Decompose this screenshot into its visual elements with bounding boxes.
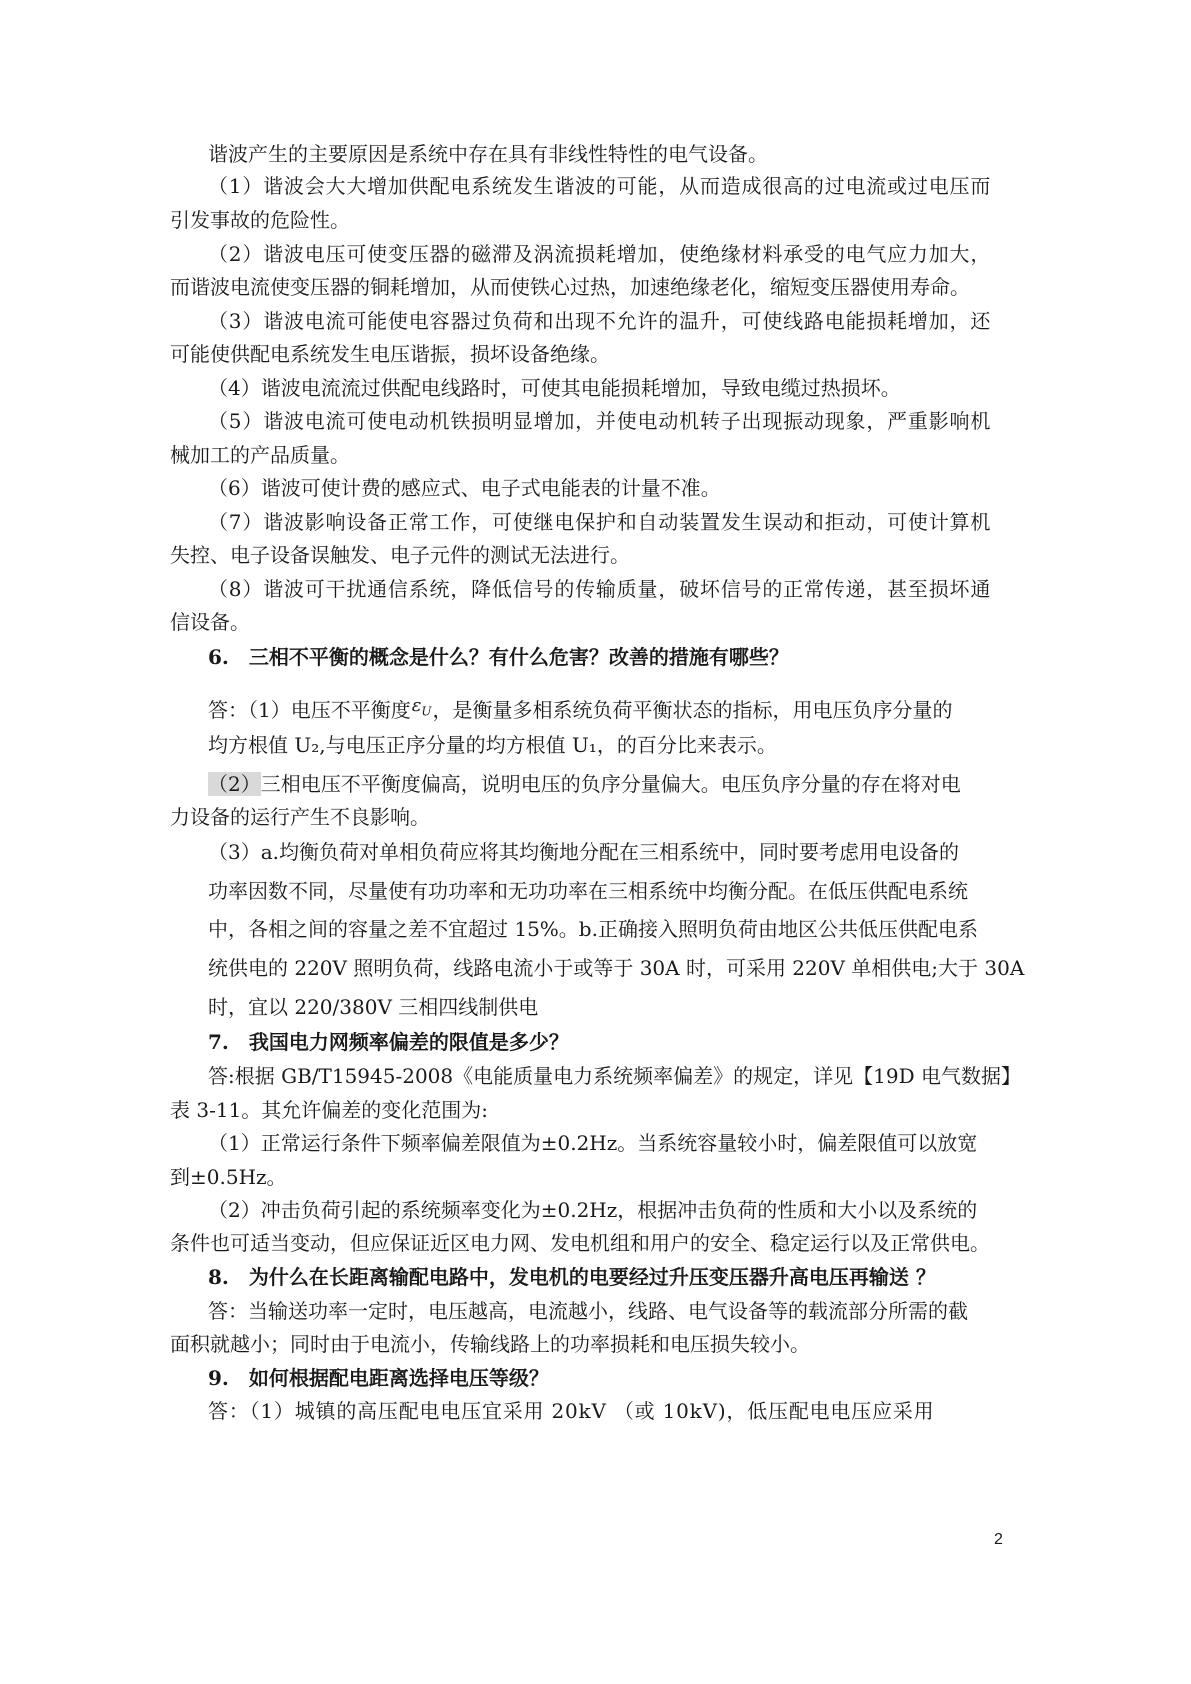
answer-7-item-1-line-2: 到±0.5Hz。 (170, 1165, 287, 1189)
harm-item-6: （6）谐波可使计费的感应式、电子式电能表的计量不准。 (208, 476, 721, 500)
harm-item-3-line-2: 可能使供配电系统发生电压谐振，损坏设备绝缘。 (170, 342, 610, 366)
harm-item-4: （4）谐波电流流过供配电线路时，可使其电能损耗增加，导致电缆过热损坏。 (208, 376, 901, 400)
answer-7-item-2-line-1: （2）冲击负荷引起的系统频率变化为±0.2Hz，根据冲击负荷的性质和大小以及系统的 (208, 1198, 978, 1222)
harm-item-1-line-1: （1）谐波会大大增加供配电系统发生谐波的可能，从而造成很高的过电流或过电压而 (208, 174, 992, 198)
answer-6-line-1-suffix: ，是衡量多相系统负荷平衡状态的指标，用电压负序分量的 (432, 698, 953, 722)
answer-6-item-2-text: 三相电压不平衡度偏高，说明电压的负序分量偏大。电压负序分量的存在将对电 (260, 772, 961, 796)
harm-item-7-line-1: （7）谐波影响设备正常工作，可使继电保护和自动装置发生误动和拒动，可使计算机 (208, 510, 992, 534)
question-7-heading: 7. 我国电力网频率偏差的限值是多少？ (208, 1030, 569, 1054)
answer-8-line-1: 答：当输送功率一定时，电压越高，电流越小，线路、电气设备等的载流部分所需的截 (208, 1299, 968, 1323)
answer-7-line-1: 答:根据 GB/T15945-2008《电能质量电力系统频率偏差》的规定，详见【19D 电气数据】 (208, 1064, 1021, 1088)
answer-6-item-3-line-4: 统供电的 220V 照明负荷，线路电流小于或等于 30A 时，可采用 220V 单相供电;大于 30A (208, 956, 1025, 980)
harm-item-7-line-2: 失控、电子设备误触发、电子元件的测试无法进行。 (170, 543, 630, 567)
answer-6-line-1-prefix: 答：（1）电压不平衡度 (208, 698, 411, 722)
harm-item-2-line-1: （2）谐波电压可使变压器的磁滞及涡流损耗增加，使绝缘材料承受的电气应力加大， (208, 242, 992, 266)
answer-7-item-1-line-1: （1）正常运行条件下频率偏差限值为±0.2Hz。当系统容量较小时，偏差限值可以放宽 (208, 1131, 978, 1155)
answer-6-item-3-line-3: 中，各相之间的容量之差不宜超过 15%。b.正确接入照明负荷由地区公共低压供配电系 (208, 917, 978, 941)
page-number: 2 (994, 1531, 1003, 1548)
answer-6-line-2: 均方根值 U₂,与电压正序分量的均方根值 U₁，的百分比来表示。 (208, 733, 777, 757)
paragraph-intro: 谐波产生的主要原因是系统中存在具有非线性特性的电气设备。 (208, 142, 768, 166)
answer-6-line-1 (208, 692, 953, 726)
harm-item-8-line-1: （8）谐波可干扰通信系统，降低信号的传输质量，破坏信号的正常传递，甚至损坏通 (208, 577, 992, 601)
highlighted-marker: （2） (208, 772, 261, 796)
answer-6-item-2-line-1 (208, 770, 961, 798)
answer-8-line-2: 面积就越小；同时由于电流小，传输线路上的功率损耗和电压损失较小。 (170, 1332, 810, 1356)
harm-item-3-line-1: （3）谐波电流可能使电容器过负荷和出现不允许的温升，可使线路电能损耗增加，还 (208, 309, 992, 333)
answer-6-item-3-line-5: 时，宜以 220/380V 三相四线制供电 (208, 995, 539, 1019)
answer-6-item-3-line-2: 功率因数不同，尽量使有功功率和无功功率在三相系统中均衡分配。在低压供配电系统 (208, 879, 968, 903)
epsilon-u-symbol: $\varepsilon_U$ (411, 695, 432, 719)
answer-6-item-2-line-2: 力设备的运行产生不良影响。 (170, 805, 430, 829)
harm-item-5-line-1: （5）谐波电流可使电动机铁损明显增加，并使电动机转子出现振动现象，严重影响机 (208, 409, 992, 433)
harm-item-8-line-2: 信设备。 (170, 610, 250, 634)
harm-item-2-line-2: 而谐波电流使变压器的铜耗增加，从而使铁心过热，加速绝缘老化，缩短变压器使用寿命。 (170, 275, 970, 299)
answer-6-item-3-line-1: （3）a.均衡负荷对单相负荷应将其均衡地分配在三相系统中，同时要考虑用电设备的 (208, 840, 960, 864)
question-8-heading: 8. 为什么在长距离输配电路中，发电机的电要经过升压变压器升高电压再输送 ？ (208, 1265, 936, 1289)
question-9-heading: 9. 如何根据配电距离选择电压等级？ (208, 1366, 549, 1390)
question-6-heading: 6. 三相不平衡的概念是什么？有什么危害？改善的措施有哪些？ (208, 645, 789, 669)
answer-9-line-1: 答：（1）城镇的高压配电电压宜采用 20kV （或 10kV)，低压配电电压应采用 (208, 1399, 935, 1423)
harm-item-1-line-2: 引发事故的危险性。 (170, 208, 350, 232)
answer-7-line-2: 表 3-11。其允许偏差的变化范围为: (170, 1098, 489, 1122)
answer-7-item-2-line-2: 条件也可适当变动，但应保证近区电力网、发电机组和用户的安全、稳定运行以及正常供电。 (170, 1231, 990, 1255)
harm-item-5-line-2: 械加工的产品质量。 (170, 443, 350, 467)
